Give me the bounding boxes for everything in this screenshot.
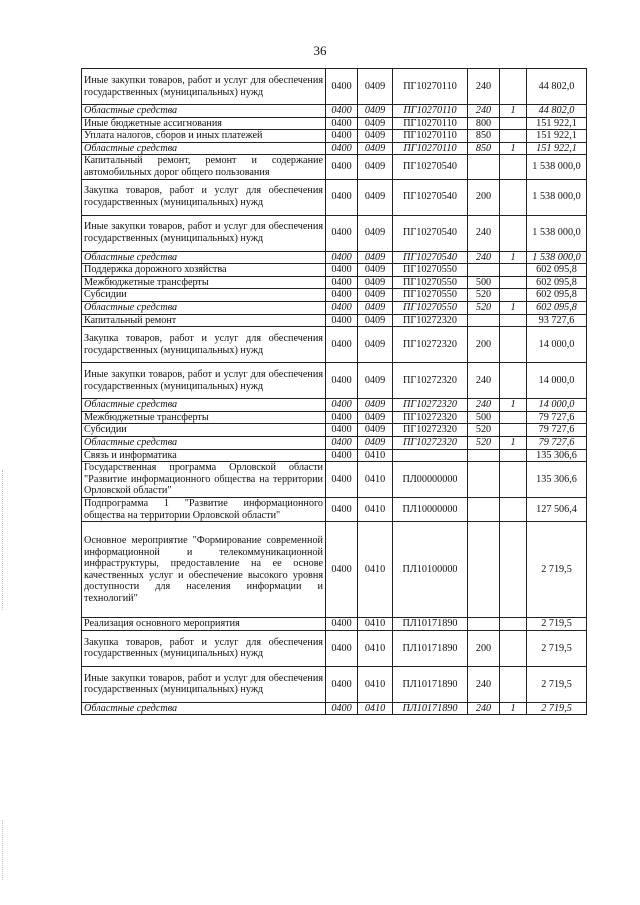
table-row	[82, 215, 587, 251]
cell-expense-type: 800	[468, 117, 500, 130]
table-row	[82, 424, 587, 437]
cell-section: 0400	[326, 522, 358, 618]
cell-section: 0400	[326, 630, 358, 666]
table-row	[82, 142, 587, 155]
cell-name: Межбюджетные трансферты	[82, 411, 326, 424]
cell-subsection: 0409	[358, 105, 393, 118]
cell-name: Межбюджетные трансферты	[82, 276, 326, 289]
table-row	[82, 264, 587, 277]
cell-name: Областные средства	[82, 399, 326, 412]
cell-target-article: ПЛ10100000	[393, 522, 468, 618]
cell-expense-type: 200	[468, 179, 500, 215]
cell-name: Подпрограмма 1 "Развитие информационного общества на территории Орловской области"	[82, 498, 326, 522]
cell-source	[500, 327, 527, 363]
cell-subsection: 0409	[358, 179, 393, 215]
cell-name: Иные закупки товаров, работ и услуг для обеспечения государственных (муниципальных) нужд	[82, 666, 326, 702]
cell-amount: 602 095,8	[527, 301, 587, 314]
cell-subsection: 0410	[358, 630, 393, 666]
cell-expense-type: 520	[468, 301, 500, 314]
table-row	[82, 522, 587, 618]
cell-source	[500, 666, 527, 702]
cell-name: Связь и информатика	[82, 449, 326, 462]
cell-source: 1	[500, 105, 527, 118]
cell-source	[500, 130, 527, 143]
cell-section: 0400	[326, 449, 358, 462]
cell-target-article: ПГ10270110	[393, 130, 468, 143]
cell-amount: 2 719,5	[527, 618, 587, 631]
cell-section: 0400	[326, 264, 358, 277]
cell-target-article: ПГ10270110	[393, 69, 468, 105]
cell-target-article: ПЛ00000000	[393, 462, 468, 498]
page-number: 36	[313, 43, 327, 58]
cell-subsection: 0409	[358, 436, 393, 449]
cell-amount: 135 306,6	[527, 462, 587, 498]
cell-source: 1	[500, 142, 527, 155]
cell-expense-type: 200	[468, 630, 500, 666]
cell-subsection: 0409	[358, 314, 393, 327]
table-row	[82, 449, 587, 462]
table-row	[82, 105, 587, 118]
table-row	[82, 327, 587, 363]
cell-source	[500, 276, 527, 289]
cell-target-article: ПГ10270540	[393, 179, 468, 215]
cell-name: Областные средства	[82, 105, 326, 118]
cell-section: 0400	[326, 130, 358, 143]
cell-name: Областные средства	[82, 436, 326, 449]
cell-name: Областные средства	[82, 702, 326, 715]
cell-subsection: 0409	[358, 130, 393, 143]
cell-amount: 93 727,6	[527, 314, 587, 327]
cell-target-article: ПГ10272320	[393, 363, 468, 399]
cell-subsection: 0409	[358, 117, 393, 130]
cell-expense-type: 240	[468, 702, 500, 715]
cell-expense-type: 850	[468, 142, 500, 155]
cell-source: 1	[500, 436, 527, 449]
table-row	[82, 462, 587, 498]
cell-name: Закупка товаров, работ и услуг для обеспечения государственных (муниципальных) нужд	[82, 179, 326, 215]
table-row	[82, 702, 587, 715]
cell-amount: 14 000,0	[527, 399, 587, 412]
cell-expense-type	[468, 462, 500, 498]
cell-expense-type: 850	[468, 130, 500, 143]
cell-target-article: ПГ10272320	[393, 424, 468, 437]
cell-amount: 79 727,6	[527, 436, 587, 449]
cell-section: 0400	[326, 666, 358, 702]
cell-name: Областные средства	[82, 301, 326, 314]
cell-target-article: ПЛ10171890	[393, 702, 468, 715]
cell-target-article: ПГ10270110	[393, 105, 468, 118]
table-row	[82, 399, 587, 412]
cell-expense-type: 520	[468, 289, 500, 302]
cell-target-article: ПГ10270110	[393, 142, 468, 155]
table-row	[82, 301, 587, 314]
cell-subsection: 0409	[358, 215, 393, 251]
table-row	[82, 630, 587, 666]
table-row	[82, 314, 587, 327]
cell-expense-type: 240	[468, 69, 500, 105]
cell-source	[500, 498, 527, 522]
cell-expense-type	[468, 155, 500, 179]
table-row	[82, 411, 587, 424]
cell-name: Субсидии	[82, 289, 326, 302]
cell-name: Основное мероприятие "Формирование современной информационной и телекоммуникационной инфраструктуры, предоставление на ее основе качественных услуг и обеспечение высокого уровня доступности для населения информации и технологий"	[82, 522, 326, 618]
cell-amount: 602 095,8	[527, 289, 587, 302]
table-row	[82, 179, 587, 215]
table-row	[82, 155, 587, 179]
cell-source	[500, 155, 527, 179]
cell-expense-type: 240	[468, 399, 500, 412]
cell-name: Реализация основного мероприятия	[82, 618, 326, 631]
cell-section: 0400	[326, 702, 358, 715]
cell-section: 0400	[326, 69, 358, 105]
cell-source	[500, 314, 527, 327]
cell-subsection: 0410	[358, 449, 393, 462]
cell-source	[500, 618, 527, 631]
cell-amount: 79 727,6	[527, 424, 587, 437]
cell-target-article: ПГ10270550	[393, 301, 468, 314]
cell-name: Капитальный ремонт	[82, 314, 326, 327]
cell-section: 0400	[326, 155, 358, 179]
cell-expense-type: 500	[468, 276, 500, 289]
cell-source	[500, 411, 527, 424]
cell-expense-type: 240	[468, 215, 500, 251]
cell-amount: 151 922,1	[527, 130, 587, 143]
cell-section: 0400	[326, 618, 358, 631]
cell-subsection: 0409	[358, 251, 393, 264]
cell-subsection: 0409	[358, 155, 393, 179]
cell-name: Иные закупки товаров, работ и услуг для обеспечения государственных (муниципальных) нужд	[82, 215, 326, 251]
cell-target-article: ПГ10272320	[393, 314, 468, 327]
cell-amount: 2 719,5	[527, 702, 587, 715]
cell-section: 0400	[326, 424, 358, 437]
cell-target-article: ПГ10272320	[393, 327, 468, 363]
cell-section: 0400	[326, 498, 358, 522]
cell-section: 0400	[326, 251, 358, 264]
cell-source	[500, 363, 527, 399]
cell-amount: 79 727,6	[527, 411, 587, 424]
cell-source: 1	[500, 702, 527, 715]
cell-amount: 602 095,8	[527, 264, 587, 277]
cell-target-article: ПГ10270550	[393, 264, 468, 277]
cell-source	[500, 522, 527, 618]
cell-source	[500, 69, 527, 105]
table-row	[82, 618, 587, 631]
cell-section: 0400	[326, 179, 358, 215]
cell-amount: 2 719,5	[527, 666, 587, 702]
cell-section: 0400	[326, 462, 358, 498]
scan-margin-marks	[2, 470, 7, 610]
cell-source	[500, 462, 527, 498]
cell-name: Уплата налогов, сборов и иных платежей	[82, 130, 326, 143]
table-row	[82, 251, 587, 264]
cell-subsection: 0409	[358, 264, 393, 277]
cell-amount: 1 538 000,0	[527, 215, 587, 251]
cell-name: Областные средства	[82, 251, 326, 264]
cell-source	[500, 179, 527, 215]
cell-subsection: 0409	[358, 301, 393, 314]
cell-target-article: ПГ10270540	[393, 215, 468, 251]
cell-expense-type: 240	[468, 105, 500, 118]
cell-subsection: 0409	[358, 276, 393, 289]
table-row	[82, 498, 587, 522]
cell-subsection: 0409	[358, 327, 393, 363]
cell-target-article: ПГ10270110	[393, 117, 468, 130]
cell-name: Областные средства	[82, 142, 326, 155]
cell-section: 0400	[326, 411, 358, 424]
cell-amount: 1 538 000,0	[527, 155, 587, 179]
cell-amount: 135 306,6	[527, 449, 587, 462]
cell-amount: 127 506,4	[527, 498, 587, 522]
scan-margin-marks	[2, 820, 7, 880]
cell-expense-type: 500	[468, 411, 500, 424]
table-row	[82, 130, 587, 143]
cell-expense-type	[468, 498, 500, 522]
cell-expense-type: 520	[468, 424, 500, 437]
cell-target-article: ПЛ10171890	[393, 618, 468, 631]
budget-table	[81, 68, 587, 715]
cell-subsection: 0410	[358, 522, 393, 618]
cell-section: 0400	[326, 142, 358, 155]
cell-expense-type	[468, 314, 500, 327]
cell-name: Поддержка дорожного хозяйства	[82, 264, 326, 277]
cell-target-article: ПЛ10171890	[393, 630, 468, 666]
cell-amount: 44 802,0	[527, 69, 587, 105]
cell-source	[500, 289, 527, 302]
cell-expense-type	[468, 449, 500, 462]
cell-expense-type	[468, 264, 500, 277]
table-row	[82, 276, 587, 289]
cell-amount: 1 538 000,0	[527, 179, 587, 215]
cell-expense-type	[468, 522, 500, 618]
table-row	[82, 117, 587, 130]
cell-section: 0400	[326, 314, 358, 327]
cell-amount: 14 000,0	[527, 327, 587, 363]
cell-target-article	[393, 449, 468, 462]
cell-name: Государственная программа Орловской области "Развитие информационного общества на территории Орловской области"	[82, 462, 326, 498]
cell-expense-type: 520	[468, 436, 500, 449]
cell-section: 0400	[326, 327, 358, 363]
cell-source	[500, 264, 527, 277]
table-row	[82, 363, 587, 399]
cell-target-article: ПГ10270550	[393, 276, 468, 289]
cell-source	[500, 117, 527, 130]
cell-expense-type: 240	[468, 666, 500, 702]
cell-source: 1	[500, 399, 527, 412]
cell-name: Субсидии	[82, 424, 326, 437]
cell-section: 0400	[326, 105, 358, 118]
cell-name: Закупка товаров, работ и услуг для обеспечения государственных (муниципальных) нужд	[82, 327, 326, 363]
cell-subsection: 0409	[358, 411, 393, 424]
cell-target-article: ПГ10272320	[393, 399, 468, 412]
cell-section: 0400	[326, 215, 358, 251]
table-row	[82, 289, 587, 302]
cell-source	[500, 630, 527, 666]
cell-amount: 602 095,8	[527, 276, 587, 289]
cell-subsection: 0410	[358, 702, 393, 715]
cell-amount: 1 538 000,0	[527, 251, 587, 264]
cell-subsection: 0409	[358, 289, 393, 302]
cell-name: Иные закупки товаров, работ и услуг для обеспечения государственных (муниципальных) нужд	[82, 69, 326, 105]
cell-amount: 2 719,5	[527, 522, 587, 618]
cell-expense-type	[468, 618, 500, 631]
cell-section: 0400	[326, 363, 358, 399]
cell-subsection: 0410	[358, 666, 393, 702]
cell-source: 1	[500, 301, 527, 314]
cell-target-article: ПГ10272320	[393, 411, 468, 424]
cell-target-article: ПЛ10000000	[393, 498, 468, 522]
budget-table-body	[82, 69, 587, 715]
cell-source	[500, 449, 527, 462]
cell-amount: 2 719,5	[527, 630, 587, 666]
cell-subsection: 0409	[358, 142, 393, 155]
cell-source	[500, 424, 527, 437]
cell-name: Капитальный ремонт, ремонт и содержание автомобильных дорог общего пользования	[82, 155, 326, 179]
cell-amount: 151 922,1	[527, 142, 587, 155]
cell-target-article: ПГ10270540	[393, 155, 468, 179]
cell-amount: 44 802,0	[527, 105, 587, 118]
cell-section: 0400	[326, 301, 358, 314]
cell-name: Иные закупки товаров, работ и услуг для обеспечения государственных (муниципальных) нужд	[82, 363, 326, 399]
cell-target-article: ПГ10270550	[393, 289, 468, 302]
cell-section: 0400	[326, 289, 358, 302]
cell-subsection: 0410	[358, 498, 393, 522]
cell-expense-type: 200	[468, 327, 500, 363]
cell-expense-type: 240	[468, 363, 500, 399]
cell-source: 1	[500, 251, 527, 264]
cell-subsection: 0410	[358, 618, 393, 631]
cell-subsection: 0410	[358, 462, 393, 498]
cell-expense-type: 240	[468, 251, 500, 264]
cell-target-article: ПГ10270540	[393, 251, 468, 264]
table-row	[82, 436, 587, 449]
cell-amount: 14 000,0	[527, 363, 587, 399]
table-row	[82, 666, 587, 702]
cell-subsection: 0409	[358, 69, 393, 105]
cell-subsection: 0409	[358, 363, 393, 399]
table-row	[82, 69, 587, 105]
cell-name: Иные бюджетные ассигнования	[82, 117, 326, 130]
cell-section: 0400	[326, 117, 358, 130]
cell-source	[500, 215, 527, 251]
cell-subsection: 0409	[358, 424, 393, 437]
cell-section: 0400	[326, 436, 358, 449]
cell-name: Закупка товаров, работ и услуг для обеспечения государственных (муниципальных) нужд	[82, 630, 326, 666]
cell-section: 0400	[326, 399, 358, 412]
cell-target-article: ПГ10272320	[393, 436, 468, 449]
cell-section: 0400	[326, 276, 358, 289]
cell-subsection: 0409	[358, 399, 393, 412]
cell-target-article: ПЛ10171890	[393, 666, 468, 702]
cell-amount: 151 922,1	[527, 117, 587, 130]
